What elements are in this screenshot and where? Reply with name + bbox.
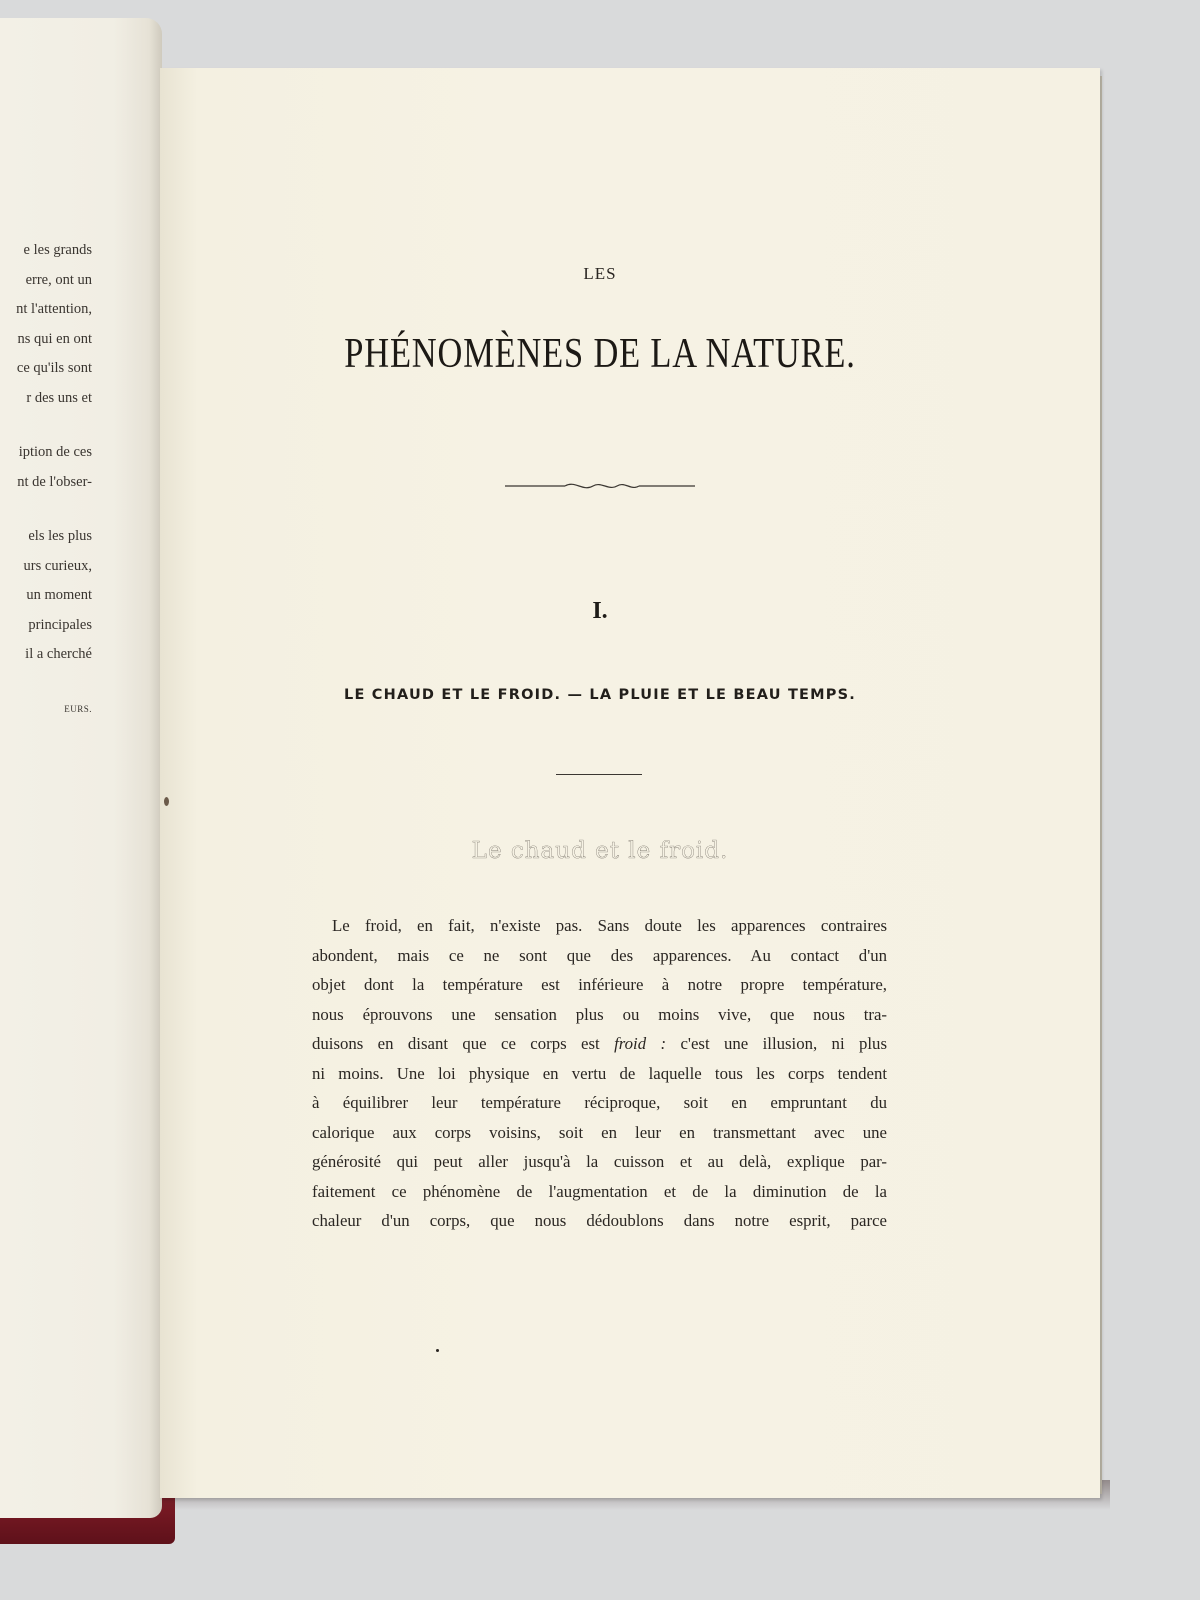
left-page-line: urs curieux, xyxy=(23,557,92,574)
left-page-line: nt l'attention, xyxy=(16,301,92,317)
left-page-text xyxy=(0,236,92,724)
left-page-line: ce qu'ils sont xyxy=(16,360,92,376)
short-rule xyxy=(556,774,642,775)
left-page-line: un moment xyxy=(26,587,92,603)
body-line: ni moins. Une loi physique en vertu de laquelle tous les corps tendent xyxy=(312,1063,887,1083)
paper-spot xyxy=(164,797,169,806)
body-paragraph xyxy=(312,911,887,1236)
section-subtitle: LE CHAUD ET LE FROID. — LA PLUIE ET LE BEAU TEMPS. xyxy=(344,687,856,703)
body-line: à équilibrer leur température réciproque, soit en empruntant du xyxy=(312,1093,887,1112)
body-line: duisons en disant que ce corps est froid : c'est une illusion, ni plus xyxy=(312,1034,887,1053)
body-line: faitement ce phénomène de l'augmentation et de la diminution de la xyxy=(312,1181,887,1201)
section-heading: Le chaud et le froid. xyxy=(471,838,729,864)
body-line: nous éprouvons une sensation plus ou moins vive, que nous tra- xyxy=(312,1004,887,1024)
pre-title: LES xyxy=(583,264,617,283)
body-line: objet dont la température est inférieure à notre propre température, xyxy=(312,975,887,994)
left-page-line: ns qui en ont xyxy=(17,330,92,347)
left-page-line: nt de l'obser- xyxy=(17,473,92,490)
body-line: calorique aux corps voisins, soit en leur en transmettant avec une xyxy=(312,1122,887,1142)
page-title: PHÉNOMÈNES DE LA NATURE. xyxy=(344,331,856,377)
left-page-line: e les grands xyxy=(23,242,92,258)
body-line: générosité qui peut aller jusqu'à la cuisson et au delà, explique par- xyxy=(312,1152,887,1171)
left-page-line xyxy=(0,497,92,522)
left-page-line: il a cherché xyxy=(25,646,92,662)
left-page-line: erre, ont un xyxy=(25,271,92,288)
left-page-line xyxy=(0,413,92,438)
left-page-line: r des uns et xyxy=(26,389,92,406)
body-line: chaleur d'un corps, que nous dédoublons dans notre esprit, parce xyxy=(312,1211,887,1230)
ornament-divider xyxy=(505,478,695,494)
left-page-line: principales xyxy=(28,616,92,633)
left-page-line: els les plus xyxy=(28,528,92,544)
section-number: I. xyxy=(592,598,608,624)
left-page xyxy=(0,18,162,1518)
left-page-line: EURS. xyxy=(64,703,92,714)
left-page-line xyxy=(0,670,92,695)
body-line: abondent, mais ce ne sont que des apparences. Au contact d'un xyxy=(312,945,887,965)
left-page-line: iption de ces xyxy=(18,444,92,460)
body-line: Le froid, en fait, n'existe pas. Sans doute les apparences contraires xyxy=(332,916,887,935)
ink-dot xyxy=(436,1349,439,1352)
